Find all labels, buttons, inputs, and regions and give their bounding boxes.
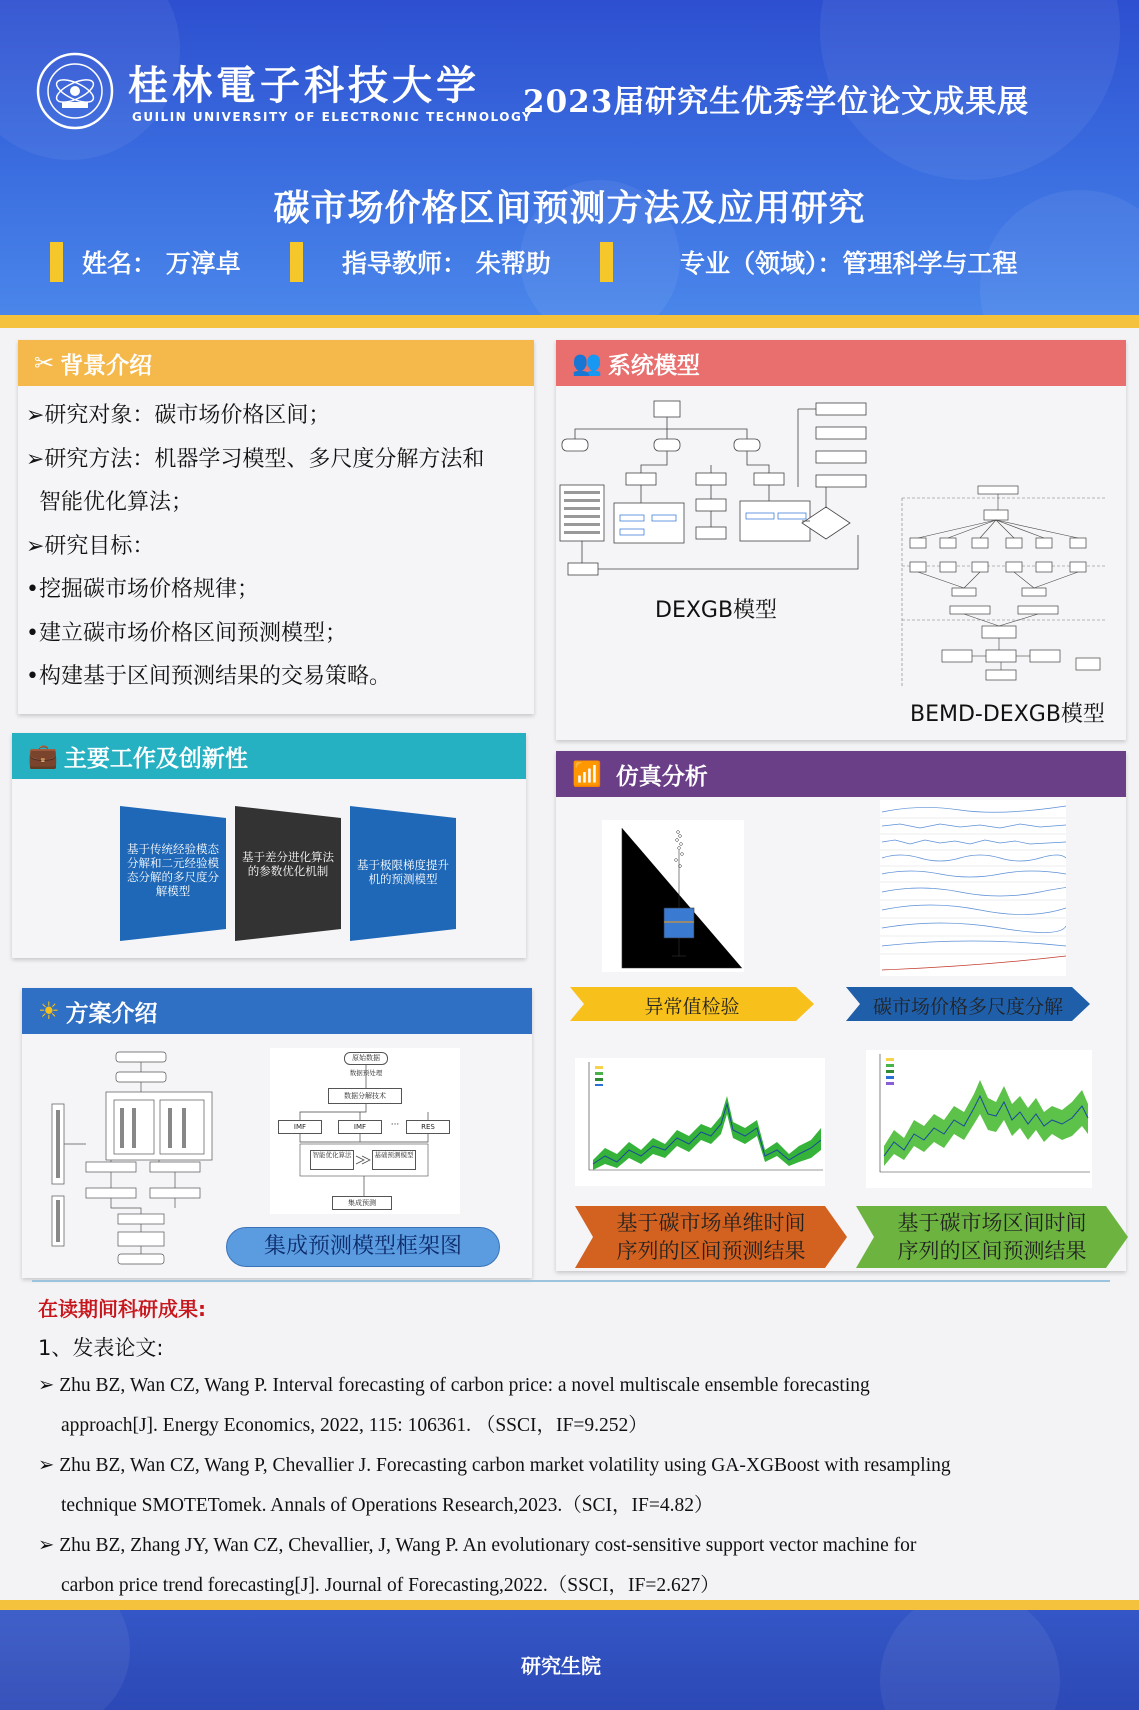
node-decomposition: 数据分解技术 (328, 1088, 402, 1104)
exhibition-title: 2023届研究生优秀学位论文成果展 (523, 84, 1030, 120)
advisor-marker (290, 242, 303, 282)
header-accent-bar (0, 315, 1139, 328)
wrench-icon: ✂ (34, 349, 55, 377)
background-line: 智能优化算法； (39, 490, 194, 515)
major-marker (600, 242, 613, 282)
node-res: RES (406, 1120, 450, 1134)
tag-univariate-results (575, 1206, 847, 1268)
users-icon: 👥 (572, 349, 602, 377)
results-heading: 在读期间科研成果: (38, 1297, 206, 1321)
node-optimizer: 智能优化算法 (310, 1150, 354, 1170)
results-divider (32, 1280, 1110, 1282)
node-dots: ··· (390, 1120, 400, 1130)
interval-forecast-chart-univariate (575, 1058, 825, 1186)
university-name-en: GUILIN UNIVERSITY OF ELECTRONIC TECHNOLOGY (132, 110, 533, 124)
interval-forecast-chart-interval (866, 1050, 1092, 1188)
dexgb-label: DEXGB模型 (655, 598, 778, 623)
background-content (26, 394, 531, 699)
tag-multiscale-decomposition-text: 碳市场价格多尺度分解 (872, 996, 1063, 1018)
publication-2-line-2: technique SMOTETomek. Annals of Operations Research,2023.（SCI，IF=4.82） (61, 1495, 714, 1516)
node-preprocess: 数据预处理 (349, 1069, 383, 1077)
simulation-header (556, 751, 1126, 797)
node-raw-data: 原始数据 (344, 1052, 388, 1065)
node-ensemble: 集成预测 (332, 1196, 392, 1210)
background-line: •挖掘碳市场价格规律； (26, 577, 259, 602)
bar-chart-icon: 📶 (572, 760, 602, 788)
publication-2-line-1: ➢ Zhu BZ, Wan CZ, Wang P, Chevallier J. Forecasting carbon market volatility using GA-XGBoost with resampling (38, 1455, 951, 1476)
node-base-model: 基础预测模型 (372, 1150, 416, 1170)
university-name-cn: 桂林電子科技大学 (128, 62, 480, 109)
boxplot-chart (602, 820, 744, 972)
background-header (18, 340, 534, 386)
node-imf-2: IMF (338, 1120, 382, 1134)
main-work-block-2-text: 基于差分进化算法的参数优化机制 (242, 850, 334, 878)
footer-text: 研究生院 (521, 1654, 601, 1678)
briefcase-icon: 💼 (28, 742, 58, 770)
main-work-block-3-text: 基于极限梯度提升机的预测模型 (357, 858, 449, 886)
publication-1-line-1: ➢ Zhu BZ, Wan CZ, Wang P. Interval forecasting of carbon price: a novel multiscale ensemble forecasting (38, 1375, 870, 1396)
scheme-heading: 方案介绍 (65, 1000, 158, 1027)
tag-outlier-check (570, 987, 814, 1021)
main-work-block-1-text: 基于传统经验模态分解和二元经验模态分解的多尺度分解模型 (127, 842, 219, 898)
tag-outlier-check-text: 异常值检验 (644, 996, 740, 1018)
research-route-flowchart (50, 1048, 220, 1266)
framework-label-text: 集成预测模型框架图 (263, 1234, 462, 1259)
node-imf-1: IMF (278, 1120, 322, 1134)
major-field: 专业（领域）：管理科学与工程 (680, 249, 1018, 278)
publication-3-line-2: carbon price trend forecasting[J]. Journal of Forecasting,2022.（SSCI，IF=2.627） (61, 1575, 720, 1596)
publication-3-line-1: ➢ Zhu BZ, Zhang JY, Wan CZ, Chevallier, J, Wang P. An evolutionary cost-sensitive support vector machine for (38, 1535, 917, 1556)
tag-univariate-results-text (575, 1209, 847, 1265)
bemd-dexgb-label: BEMD-DEXGB模型 (910, 702, 1105, 727)
bemd-dexgb-flowchart (880, 478, 1105, 688)
background-line: ➢研究方法：机器学习模型、多尺度分解方法和 (26, 446, 485, 472)
tag-interval-line-1: 基于碳市场区间时间 (897, 1211, 1087, 1235)
decomposition-chart (880, 800, 1066, 976)
name-marker (50, 242, 63, 282)
main-work-heading: 主要工作及创新性 (63, 745, 248, 772)
publication-list (38, 1366, 1128, 1606)
background-line: ➢研究目标： (26, 533, 155, 559)
system-model-header (556, 340, 1126, 386)
system-model-heading: 系统模型 (607, 352, 700, 379)
main-work-block-1 (120, 806, 226, 941)
tag-interval-results-text (856, 1209, 1128, 1265)
university-logo (36, 52, 114, 130)
main-work-block-2 (235, 806, 341, 941)
framework-label (226, 1227, 500, 1267)
advisor-name: 指导教师： 朱帮助 (342, 249, 551, 278)
main-work-header (12, 733, 526, 779)
tag-interval-line-2: 序列的区间预测结果 (897, 1239, 1087, 1263)
background-heading: 背景介绍 (60, 352, 153, 379)
sun-icon: ☀ (38, 997, 60, 1025)
background-line: •建立碳市场价格区间预测模型； (26, 620, 347, 646)
background-line: •构建基于区间预测结果的交易策略。 (26, 664, 391, 689)
main-work-block-3 (350, 806, 456, 941)
framework-diagram (270, 1048, 460, 1214)
student-name: 姓名： 万淳卓 (82, 249, 241, 278)
simulation-heading: 仿真分析 (615, 763, 708, 790)
scheme-header (22, 988, 532, 1034)
tag-multiscale-decomposition (846, 987, 1090, 1021)
background-line: ➢研究对象：碳市场价格区间； (26, 403, 331, 428)
tag-univariate-line-2: 序列的区间预测结果 (616, 1239, 806, 1263)
dexgb-flowchart (558, 395, 874, 585)
tag-interval-results (856, 1206, 1128, 1268)
footer-banner (0, 1610, 1139, 1710)
publication-1-line-2: approach[J]. Energy Economics, 2022, 115: 106361. （SSCI，IF=9.252） (61, 1415, 648, 1436)
tag-univariate-line-1: 基于碳市场单维时间 (616, 1211, 806, 1235)
thesis-title: 碳市场价格区间预测方法及应用研究 (273, 188, 866, 229)
results-subheading: 1、发表论文: (38, 1336, 164, 1360)
